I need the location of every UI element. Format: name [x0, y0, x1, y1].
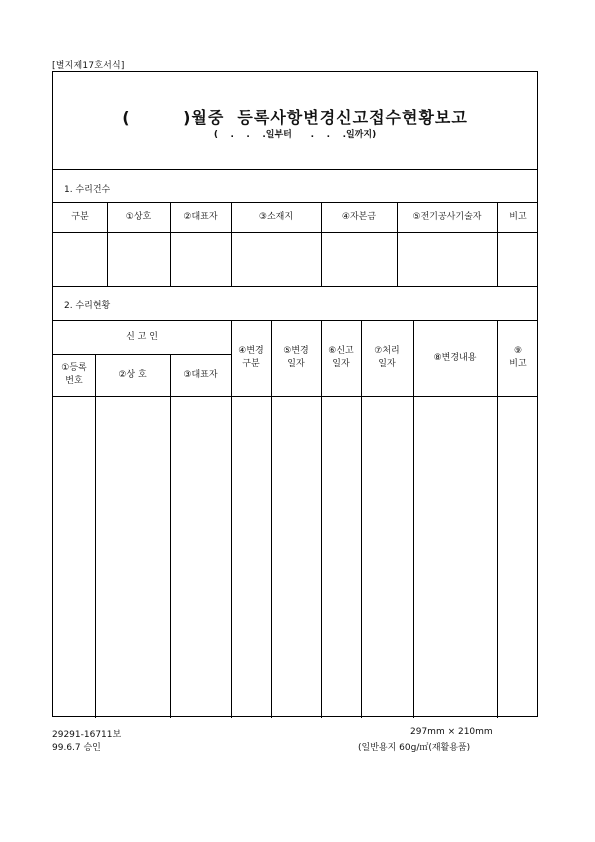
header-change-date: ⑤변경 일자	[283, 346, 309, 369]
header-change-type: ④변경 구분	[238, 346, 264, 369]
approval-date: 99.6.7 승인	[52, 743, 101, 753]
header-remarks: ⑨ 비고	[509, 346, 527, 369]
column-divider	[170, 202, 171, 286]
paper-size: 297mm × 210mm	[410, 727, 493, 737]
column-divider	[271, 320, 272, 718]
column-divider	[361, 320, 362, 718]
header-report-date: ⑥신고 일자	[328, 346, 354, 369]
column-divider	[497, 320, 498, 718]
period-line: ( . . .일부터 . . .일까지)	[213, 130, 377, 140]
report-form	[52, 71, 538, 717]
section2-title: 2. 수리현황	[64, 301, 111, 311]
header-capital: ④자본금	[341, 211, 377, 222]
column-divider	[231, 320, 232, 718]
column-divider	[321, 202, 322, 286]
header-electrical-technician: ⑤전기공사기술자	[412, 211, 482, 222]
divider	[53, 396, 537, 397]
column-divider	[95, 354, 96, 718]
header-company-name: ①상호	[125, 211, 152, 222]
header-processing-date: ⑦처리 일자	[374, 346, 400, 369]
column-divider	[107, 202, 108, 286]
divider	[53, 232, 537, 233]
header-change-details: ⑧변경내용	[433, 352, 477, 363]
header-reporter-group: 신 고 인	[126, 331, 158, 342]
column-divider	[170, 354, 171, 718]
header-representative: ③대표자	[183, 369, 218, 380]
header-registration-no: ①등록 번호	[61, 363, 87, 386]
divider	[53, 286, 537, 287]
column-divider	[231, 202, 232, 286]
header-remarks: 비고	[509, 211, 527, 222]
form-title: ( )월중 등록사항변경신고접수현황보고	[122, 108, 468, 127]
column-divider	[497, 202, 498, 286]
section1-title: 1. 수리건수	[64, 185, 111, 195]
header-representative: ②대표자	[183, 211, 218, 222]
header-category: 구분	[71, 211, 89, 222]
column-divider	[397, 202, 398, 286]
document-number: 29291-16711보	[52, 730, 122, 740]
title-area	[53, 72, 537, 170]
header-location: ③소재지	[258, 211, 294, 222]
column-divider	[413, 320, 414, 718]
paper-spec: (일반용지 60g/㎡(재활용품)	[358, 743, 471, 753]
form-code: [별지제17호서식]	[52, 61, 125, 71]
header-trade-name: ②상 호	[118, 369, 147, 380]
column-divider	[321, 320, 322, 718]
